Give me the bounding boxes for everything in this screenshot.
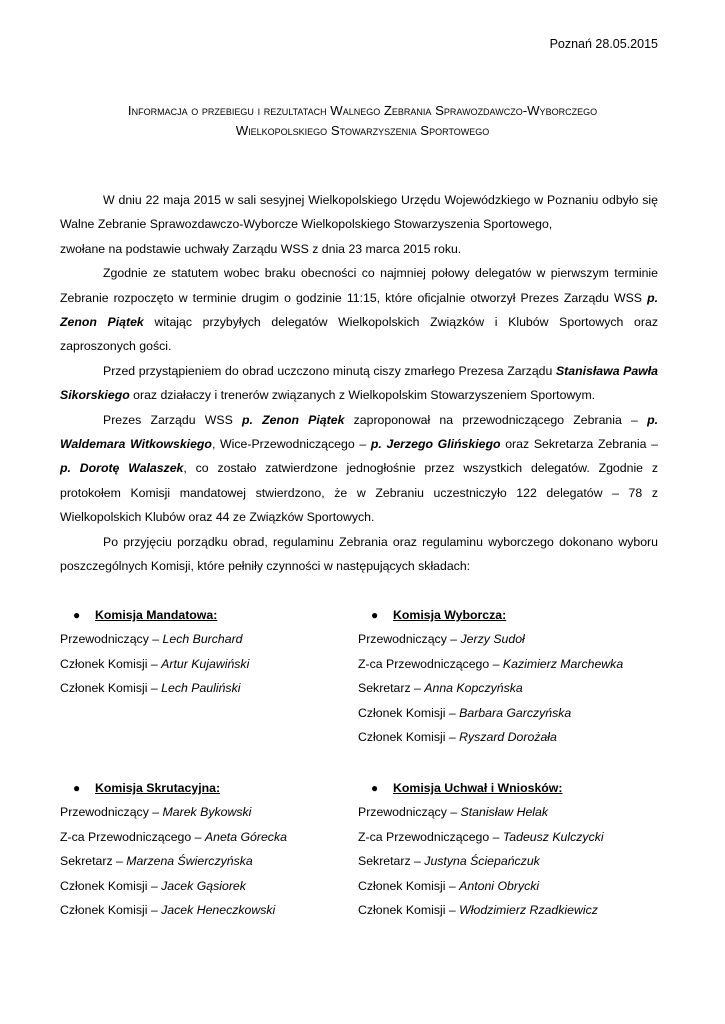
member-role: Członek Komisji – bbox=[358, 878, 460, 893]
committee-heading bbox=[60, 776, 287, 800]
committee-member bbox=[358, 627, 623, 651]
member-name: Lech Burchard bbox=[162, 632, 243, 647]
member-name: Antoni Obrycki bbox=[459, 878, 540, 893]
committee-title: Komisja Skrutacyjna: bbox=[95, 781, 221, 795]
member-role: Członek Komisji – bbox=[60, 903, 162, 918]
member-role: Sekretarz – bbox=[358, 854, 425, 869]
title-line-1: Informacja o przebiegu i rezultatach Walnego Zebrania Sprawozdawczo-Wyborczego bbox=[127, 103, 598, 118]
member-name: Włodzimierz Rzadkiewicz bbox=[459, 903, 598, 918]
committee-member bbox=[60, 676, 249, 700]
member-role: Członek Komisji – bbox=[358, 705, 460, 720]
paragraph-silence-text-end: oraz działaczy i trenerów związanych z Wielkopolskim Stowarzyszeniem Sportowym. bbox=[129, 388, 596, 403]
bullet-icon: ● bbox=[73, 781, 81, 795]
title-line-2: Wielkopolskiego Stowarzyszenia Sportowego bbox=[235, 123, 490, 138]
document-body bbox=[60, 188, 658, 579]
committee-member bbox=[60, 849, 287, 873]
member-role: Z-ca Przewodniczącego – bbox=[358, 656, 503, 671]
member-name: Lech Pauliński bbox=[161, 681, 241, 696]
member-role: Członek Komisji – bbox=[60, 681, 162, 696]
member-name: Jerzy Sudoł bbox=[460, 632, 525, 647]
member-role: Przewodniczący – bbox=[358, 632, 461, 647]
member-name: Ryszard Dorożała bbox=[459, 730, 557, 745]
committee-heading bbox=[60, 603, 249, 627]
member-name: Barbara Garczyńska bbox=[459, 705, 572, 720]
member-name: Kazimierz Marchewka bbox=[502, 656, 624, 671]
committee-wyborcza bbox=[358, 603, 623, 749]
paragraph-statute-text-end: witając przybyłych delegatów Wielkopolskich Związków i Klubów Sportowych oraz zaproszonych gości. bbox=[60, 315, 658, 354]
member-name: Artur Kujawiński bbox=[161, 656, 250, 671]
paragraph-officials-text-end: , co zostało zatwierdzone jednogłośnie przez wszystkich delegatów. Zgodnie z protokołem Komisji mandatowej stwierdzono, że w Zebraniu uczestniczyło 122 delegatów – 78 z Wielkopolskich Klubów oraz 44 ze Związków Sportowych. bbox=[60, 461, 658, 525]
committee-skrutacyjna bbox=[60, 776, 287, 922]
paragraph-opening bbox=[60, 188, 658, 237]
committee-title: Komisja Wyborcza: bbox=[393, 608, 507, 622]
paragraph-officials bbox=[60, 408, 658, 530]
member-name: Stanisław Helak bbox=[460, 805, 549, 820]
committee-title: Komisja Uchwał i Wniosków: bbox=[393, 781, 563, 795]
paragraph-officials-text: oraz Sekretarza Zebrania – bbox=[500, 437, 659, 452]
member-name: Marzena Świerczyńska bbox=[126, 854, 253, 869]
committee-title: Komisja Mandatowa: bbox=[95, 608, 218, 622]
paragraph-officials-text: Prezes Zarządu WSS bbox=[103, 412, 242, 427]
bullet-icon: ● bbox=[371, 781, 379, 795]
paragraph-opening-end-text: zwołane na podstawie uchwały Zarządu WSS z dnia 23 marca 2015 roku. bbox=[60, 241, 462, 256]
committee-member bbox=[60, 627, 249, 651]
paragraph-opening-end bbox=[60, 237, 658, 261]
bullet-icon: ● bbox=[371, 608, 379, 622]
committee-member bbox=[358, 898, 604, 922]
committee-member bbox=[60, 652, 249, 676]
member-role: Sekretarz – bbox=[60, 854, 127, 869]
secretary-name: p. Dorotę Walaszek bbox=[60, 461, 184, 476]
member-role: Przewodniczący – bbox=[60, 632, 163, 647]
committee-member bbox=[60, 825, 287, 849]
paragraph-officials-text: zaproponował na przewodniczącego Zebrania – bbox=[344, 412, 648, 427]
paragraph-silence-text: Przed przystąpieniem do obrad uczczono minutą ciszy zmarłego Prezesa Zarządu bbox=[103, 363, 556, 378]
committee-member bbox=[358, 825, 604, 849]
member-role: Członek Komisji – bbox=[60, 656, 162, 671]
member-name: Marek Bykowski bbox=[162, 805, 252, 820]
document-title bbox=[60, 101, 665, 141]
member-role: Członek Komisji – bbox=[358, 903, 460, 918]
committee-member bbox=[358, 725, 623, 749]
paragraph-opening-text: W dniu 22 maja 2015 w sali sesyjnej Wielkopolskiego Urzędu Wojewódzkiego w Poznaniu odbyło się Walne Zebranie Sprawozdawczo-Wyborcze Wielkopolskiego Stowarzyszenia Sportowego, bbox=[60, 193, 658, 232]
committee-member bbox=[358, 849, 604, 873]
member-role: Członek Komisji – bbox=[60, 878, 162, 893]
committee-member bbox=[60, 874, 287, 898]
member-name: Aneta Górecka bbox=[204, 829, 287, 844]
vice-chairman-name: p. Jerzego Glińskiego bbox=[370, 437, 501, 452]
bullet-icon: ● bbox=[73, 608, 81, 622]
committee-mandatowa bbox=[60, 603, 249, 701]
member-name: Tadeusz Kulczycki bbox=[502, 829, 604, 844]
committee-member bbox=[358, 874, 604, 898]
member-role: Z-ca Przewodniczącego – bbox=[60, 829, 205, 844]
committee-member bbox=[358, 800, 604, 824]
paragraph-committees-intro bbox=[60, 530, 658, 579]
committee-heading bbox=[358, 603, 623, 627]
paragraph-statute bbox=[60, 261, 658, 359]
document-date: Poznań 28.05.2015 bbox=[549, 37, 658, 51]
chairman-name: p. Waldemara Witkowskiego bbox=[60, 412, 658, 452]
member-name: Jacek Heneczkowski bbox=[161, 903, 276, 918]
committee-member bbox=[358, 701, 623, 725]
committee-member bbox=[358, 652, 623, 676]
paragraph-silence bbox=[60, 359, 658, 408]
committee-member bbox=[358, 676, 623, 700]
paragraph-committees-intro-text: Po przyjęciu porządku obrad, regulaminu Zebrania oraz regulaminu wyborczego dokonano wyboru poszczególnych Komisji, które pełniły czynności w następujących składach: bbox=[60, 534, 658, 574]
deceased-name: Stanisława Pawła Sikorskiego bbox=[60, 363, 658, 403]
member-role: Przewodniczący – bbox=[60, 805, 163, 820]
member-name: Jacek Gąsiorek bbox=[161, 878, 246, 893]
member-role: Z-ca Przewodniczącego – bbox=[358, 829, 503, 844]
member-name: Justyna Ściepańczuk bbox=[424, 854, 540, 869]
paragraph-officials-text: , Wice-Przewodniczącego – bbox=[211, 437, 371, 452]
committee-member bbox=[60, 800, 287, 824]
committee-uchwal-i-wnioskow bbox=[358, 776, 604, 922]
member-name: Anna Kopczyńska bbox=[424, 681, 523, 696]
member-role: Członek Komisji – bbox=[358, 730, 460, 745]
president-name: p. Zenon Piątek bbox=[60, 290, 658, 330]
committee-member bbox=[60, 898, 287, 922]
committee-heading bbox=[358, 776, 604, 800]
president-name: p. Zenon Piątek bbox=[241, 412, 345, 427]
paragraph-statute-text: Zgodnie ze statutem wobec braku obecności co najmniej połowy delegatów w pierwszym terminie Zebranie rozpoczęto w terminie drugim o godzinie 11:15, które oficjalnie otworzył Prezes Zarządu WSS bbox=[60, 266, 658, 305]
member-role: Przewodniczący – bbox=[358, 805, 461, 820]
member-role: Sekretarz – bbox=[358, 681, 425, 696]
